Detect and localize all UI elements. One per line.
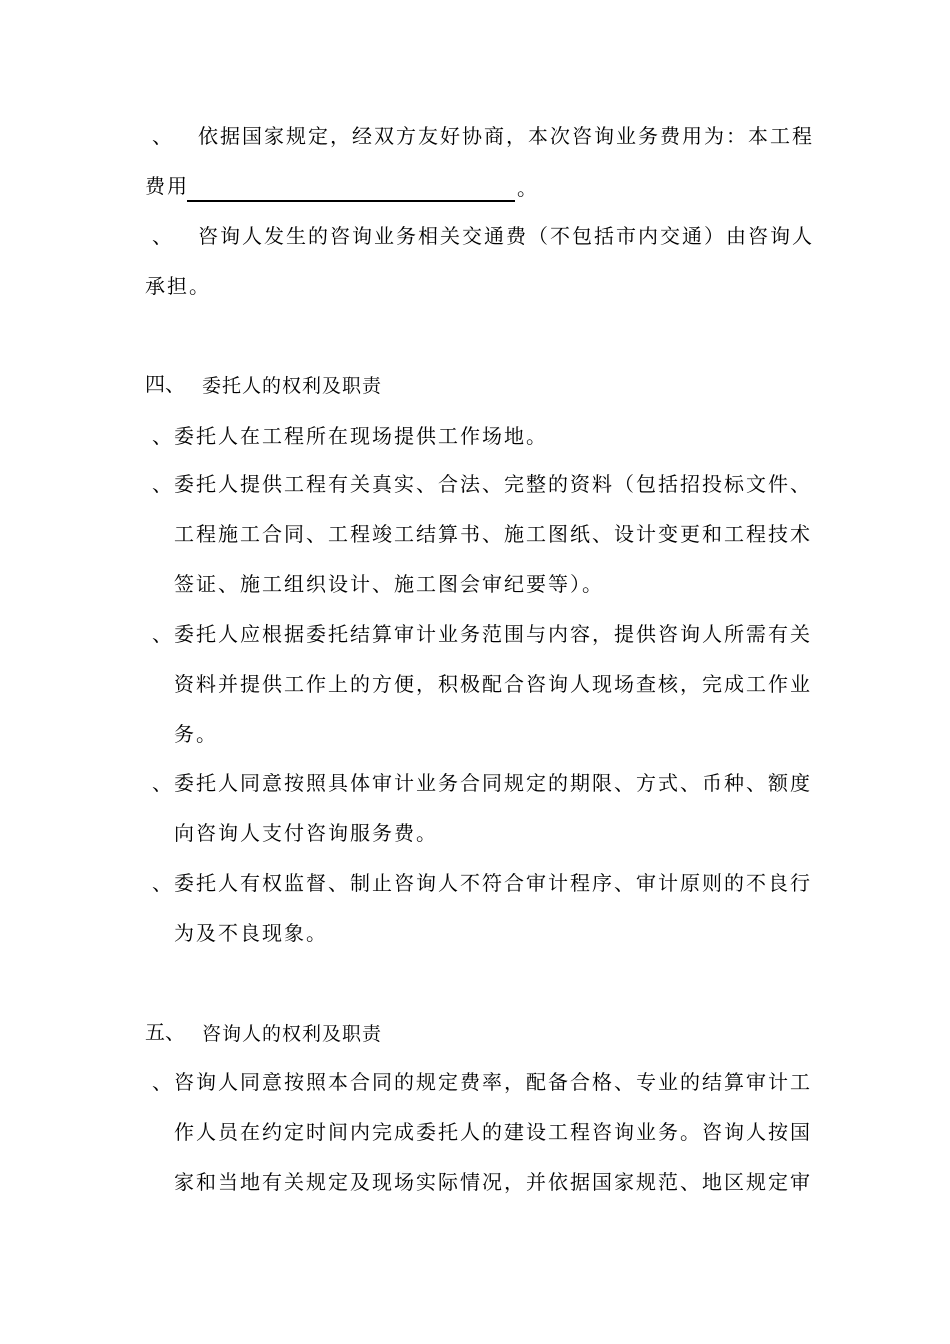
transport-clause-line-2: 承担。 [145, 274, 211, 298]
section-4-item-5-line-1: 、委托人有权监督、制止咨询人不符合审计程序、审计原则的不良行 [152, 871, 812, 895]
section-4-title: 委托人的权利及职责 [202, 375, 383, 397]
fee-clause-marker: 、 [152, 124, 172, 148]
section-5-item-1-line-3: 家和当地有关规定及现场实际情况，并依据国家规范、地区规定审 [174, 1170, 812, 1194]
section-4-item-4-line-2: 向咨询人支付咨询服务费。 [174, 821, 438, 845]
fee-amount-blank [187, 200, 515, 202]
section-4-item-4-line-1: 、委托人同意按照具体审计业务合同规定的期限、方式、币种、额度 [152, 771, 812, 795]
section-4-item-3-line-3: 务。 [174, 722, 218, 746]
section-4-number: 四、 [145, 372, 185, 396]
section-4-item-3-line-2: 资料并提供工作上的方便，积极配合咨询人现场查核，完成工作业 [174, 672, 812, 696]
fee-clause-label: 费用 [145, 174, 189, 198]
transport-clause-line-1: 咨询人发生的咨询业务相关交通费（不包括市内交通）由咨询人 [198, 224, 814, 248]
section-5-item-1-line-2: 作人员在约定时间内完成委托人的建设工程咨询业务。咨询人按国 [174, 1120, 812, 1144]
section-5-item-1-line-1: 、咨询人同意按照本合同的规定费率，配备合格、专业的结算审计工 [152, 1070, 812, 1094]
section-4-item-1-line-1: 、委托人在工程所在现场提供工作场地。 [152, 424, 548, 448]
section-4-item-2-line-1: 、委托人提供工程有关真实、合法、完整的资料（包括招投标文件、 [152, 472, 812, 496]
transport-clause-marker: 、 [152, 224, 172, 248]
section-5-number: 五、 [145, 1020, 185, 1044]
section-4-item-2-line-3: 签证、施工组织设计、施工图会审纪要等）。 [174, 572, 604, 596]
section-4-item-5-line-2: 为及不良现象。 [174, 921, 328, 945]
fee-clause-line-1: 依据国家规定，经双方友好协商，本次咨询业务费用为：本工程 [198, 124, 814, 148]
section-5-title: 咨询人的权利及职责 [202, 1023, 383, 1045]
section-4-item-3-line-1: 、委托人应根据委托结算审计业务范围与内容，提供咨询人所需有关 [152, 622, 812, 646]
section-4-item-2-line-2: 工程施工合同、工程竣工结算书、施工图纸、设计变更和工程技术 [174, 522, 812, 546]
fee-clause-period: 。 [517, 176, 537, 200]
